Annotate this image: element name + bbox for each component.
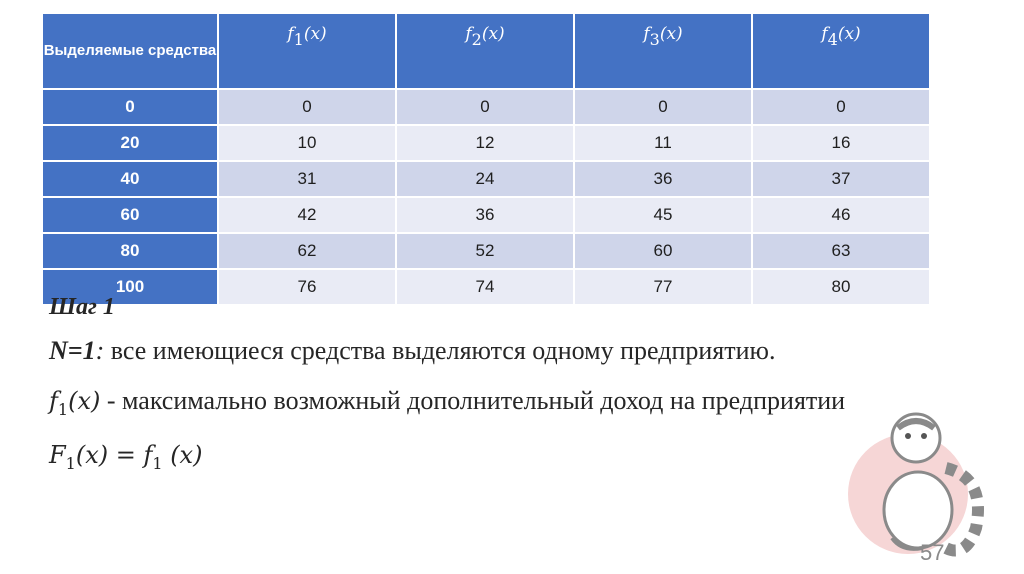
table-row (42, 233, 930, 269)
header-f4: f4(x) (752, 13, 930, 89)
table-cell: 11 (574, 125, 752, 161)
row-amount: 20 (42, 125, 218, 161)
recurrence-formula: $F_1(x) = f_1$ (x) (49, 441, 203, 473)
table-row (42, 125, 930, 161)
table-cell: 24 (396, 161, 574, 197)
table-cell: 80 (752, 269, 930, 305)
table-row (42, 269, 930, 305)
step-heading: Шаг 1 (49, 294, 115, 320)
table-cell: 76 (218, 269, 396, 305)
table-cell: 74 (396, 269, 574, 305)
row-amount: 40 (42, 161, 218, 197)
f1-definition: $f_1(x)$ - максимально возможный дополнительный доход на предприятии (49, 386, 846, 419)
table-cell: 0 (218, 89, 396, 125)
table-row (42, 197, 930, 233)
table-cell: 42 (218, 197, 396, 233)
page-number: 57 (920, 540, 945, 565)
row-amount: 100 (42, 269, 218, 305)
row-amount: 0 (42, 89, 218, 125)
table-row (42, 89, 930, 125)
table-cell: 60 (574, 233, 752, 269)
table-cell: 0 (752, 89, 930, 125)
table-cell: 52 (396, 233, 574, 269)
table-row (42, 161, 930, 197)
allocation-table (41, 12, 931, 306)
table-cell: 46 (752, 197, 930, 233)
table-cell: 16 (752, 125, 930, 161)
header-f3: f3(x) (574, 13, 752, 89)
table-cell: 12 (396, 125, 574, 161)
table-cell: 36 (396, 197, 574, 233)
table-cell: 10 (218, 125, 396, 161)
table-cell: 31 (218, 161, 396, 197)
table-cell: 36 (574, 161, 752, 197)
table-cell: 0 (574, 89, 752, 125)
n1-statement: N=1: все имеющиеся средства выделяются одному предприятию. (49, 336, 776, 365)
header-f2: f2(x) (396, 13, 574, 89)
table-cell: 45 (574, 197, 752, 233)
table-cell: 62 (218, 233, 396, 269)
table-cell: 0 (396, 89, 574, 125)
raccoon-mascot-icon (846, 398, 996, 558)
table-cell: 37 (752, 161, 930, 197)
table-cell: 63 (752, 233, 930, 269)
row-amount: 60 (42, 197, 218, 233)
table-header-row (42, 13, 930, 89)
explanation-text (49, 292, 846, 473)
row-amount: 80 (42, 233, 218, 269)
header-f1: f1(x) (218, 13, 396, 89)
table-cell: 77 (574, 269, 752, 305)
header-allocated-funds: Выделяемые средства (42, 13, 218, 89)
